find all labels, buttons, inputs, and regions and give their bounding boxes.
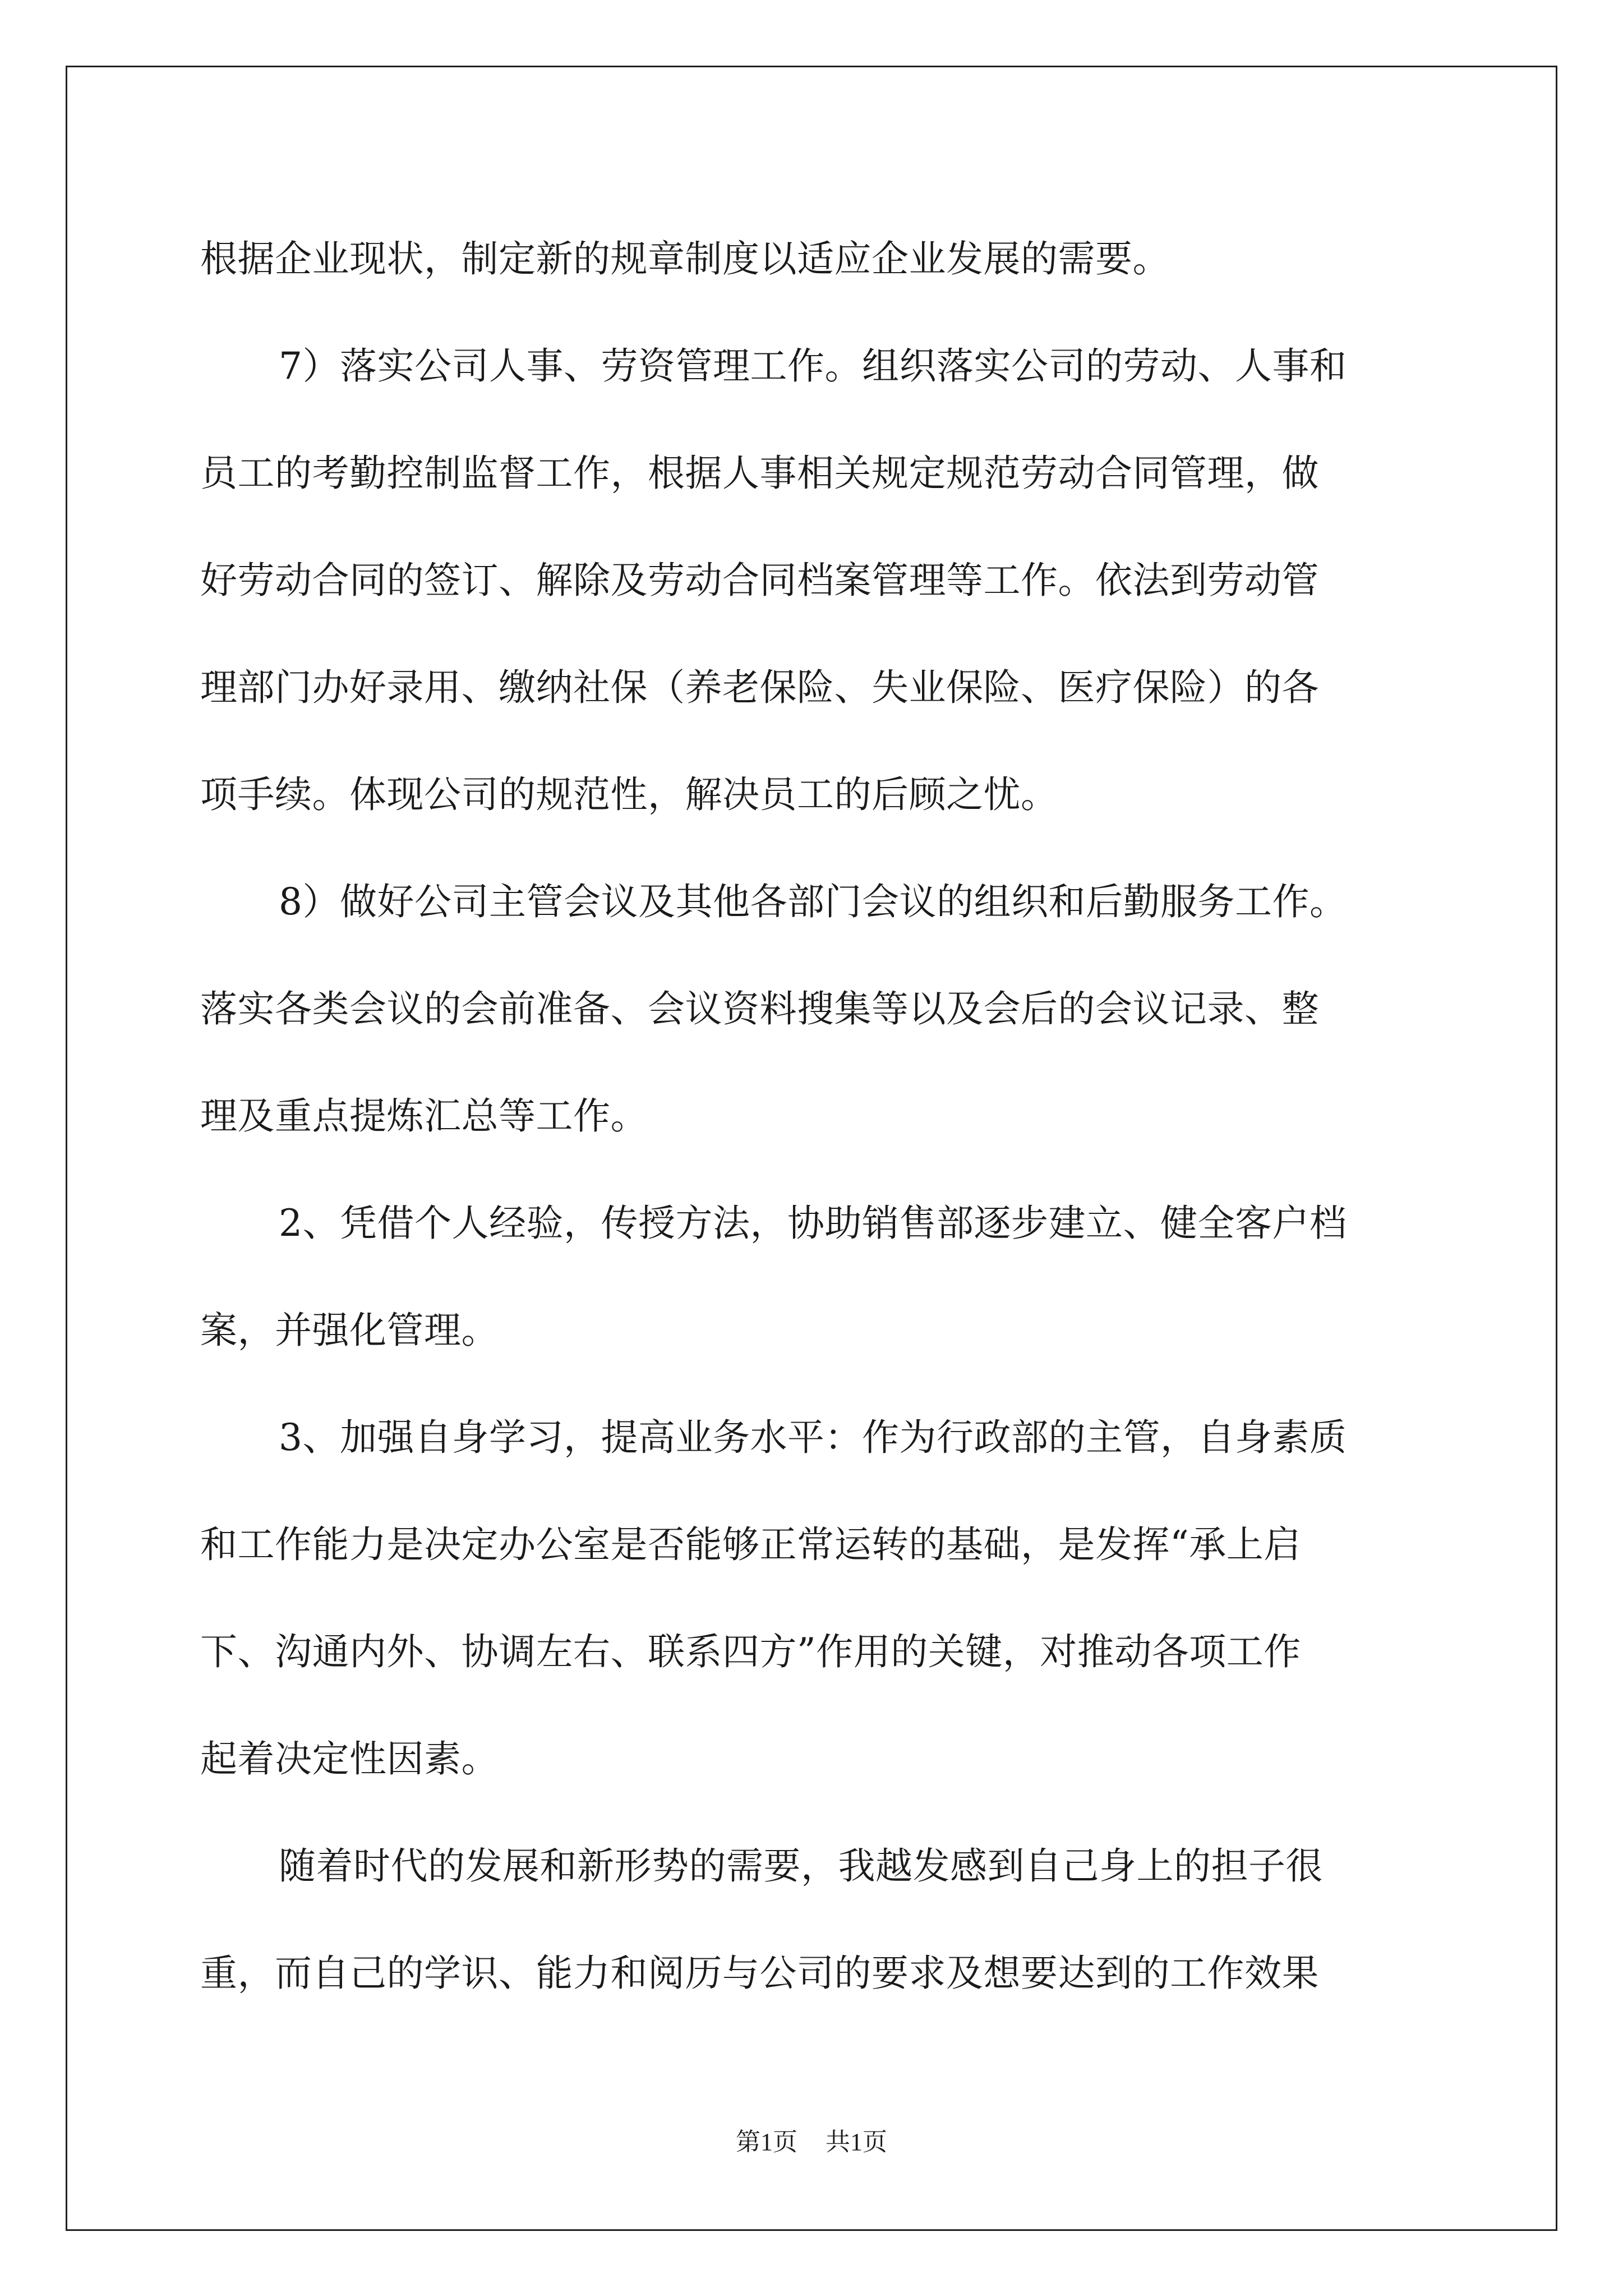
text-line: 落实各类会议的会前准备、会议资料搜集等以及会后的会议记录、整 bbox=[200, 987, 1319, 1030]
text-line: 随着时代的发展和新形势的需要，我越发感到自己身上的担子很 bbox=[279, 1844, 1323, 1888]
text-line: 起着决定性因素。 bbox=[200, 1737, 499, 1780]
text-line: 8）做好公司主管会议及其他各部门会议的组织和后勤服务工作。 bbox=[279, 880, 1347, 923]
text-line: 理及重点提炼汇总等工作。 bbox=[200, 1094, 648, 1138]
text-line: 下、沟通内外、协调左右、联系四方”作用的关键，对推动各项工作 bbox=[200, 1630, 1301, 1673]
page-number: 第1页 bbox=[736, 2128, 797, 2156]
text-line: 3、加强自身学习，提高业务水平：作为行政部的主管，自身素质 bbox=[279, 1416, 1347, 1459]
text-line: 2、凭借个人经验，传授方法，协助销售部逐步建立、健全客户档 bbox=[279, 1202, 1347, 1245]
page-total: 共1页 bbox=[826, 2128, 887, 2156]
text-line: 根据企业现状，制定新的规章制度以适应企业发展的需要。 bbox=[200, 237, 1170, 280]
page-footer bbox=[0, 2122, 1623, 2157]
text-line: 案，并强化管理。 bbox=[200, 1309, 499, 1352]
document-body bbox=[200, 205, 1423, 2027]
text-line: 7）落实公司人事、劳资管理工作。组织落实公司的劳动、人事和 bbox=[279, 344, 1347, 388]
text-line: 理部门办好录用、缴纳社保（养老保险、失业保险、医疗保险）的各 bbox=[200, 666, 1319, 709]
text-line: 员工的考勤控制监督工作，根据人事相关规定规范劳动合同管理，做 bbox=[200, 452, 1319, 495]
text-line: 项手续。体现公司的规范性，解决员工的后顾之忧。 bbox=[200, 773, 1058, 816]
text-line: 重，而自己的学识、能力和阅历与公司的要求及想要达到的工作效果 bbox=[200, 1952, 1319, 1995]
text-line: 和工作能力是决定办公室是否能够正常运转的基础，是发挥“承上启 bbox=[200, 1523, 1301, 1566]
text-line: 好劳动合同的签订、解除及劳动合同档案管理等工作。依法到劳动管 bbox=[200, 559, 1319, 602]
